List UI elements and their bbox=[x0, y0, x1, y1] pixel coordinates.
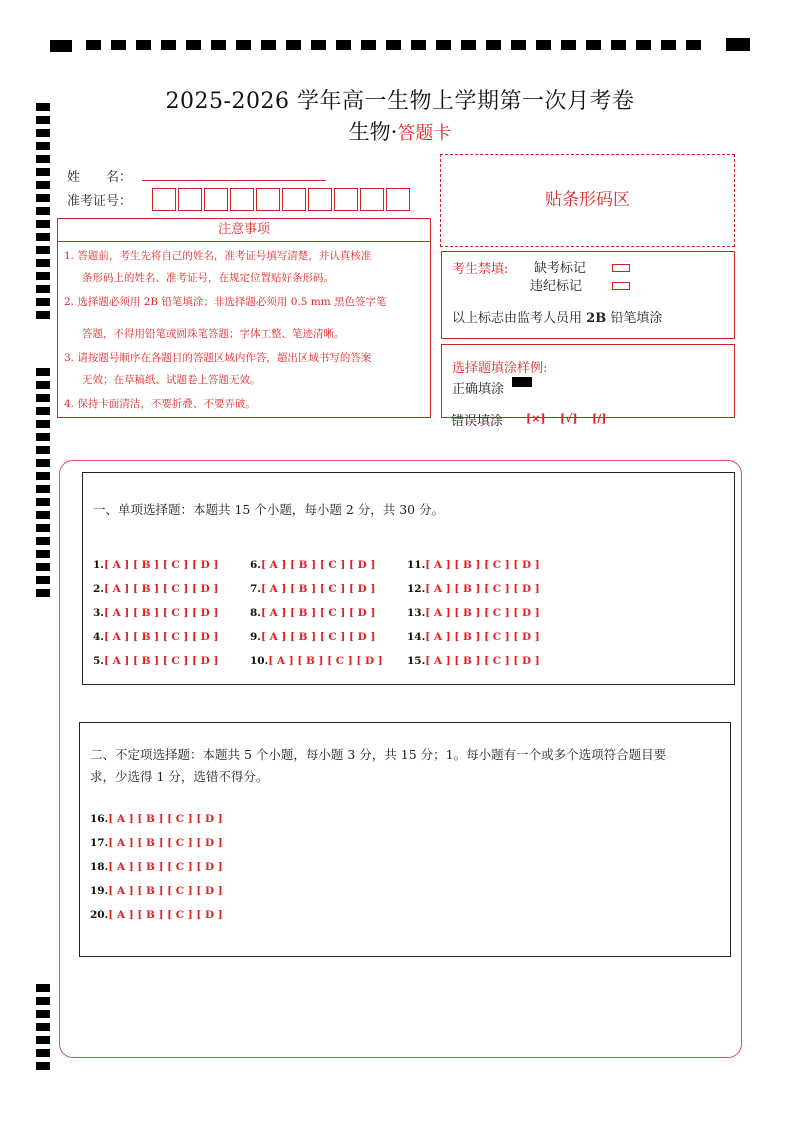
notice-item: 答题，不得用铅笔或圆珠笔答题；字体工整、笔迹清晰。 bbox=[82, 328, 345, 340]
question-row[interactable] bbox=[90, 837, 223, 861]
question-number: 15. bbox=[407, 655, 426, 667]
question-options[interactable]: [ A ] [ B ] [ C ] [ D ] bbox=[425, 607, 540, 619]
question-options[interactable]: [ A ] [ B ] [ C ] [ D ] bbox=[108, 885, 223, 897]
section1-col-2 bbox=[250, 559, 383, 679]
id-cell[interactable] bbox=[178, 188, 202, 211]
question-row[interactable] bbox=[407, 607, 540, 631]
section2-title-line1: 二、不定项选择题：本题共 5 个小题，每小题 3 分，共 15 分；1。每小题有一个或多个选项符合题目要 bbox=[90, 747, 667, 762]
question-options[interactable]: [ A ] [ B ] [ C ] [ D ] bbox=[425, 631, 540, 643]
id-cell[interactable] bbox=[204, 188, 228, 211]
question-options[interactable]: [ A ] [ B ] [ C ] [ D ] bbox=[268, 655, 383, 667]
id-cell[interactable] bbox=[152, 188, 176, 211]
barcode-label: 贴条形码区 bbox=[545, 190, 630, 210]
question-row[interactable] bbox=[90, 885, 223, 909]
question-number: 18. bbox=[90, 861, 109, 873]
question-options[interactable]: [ A ] [ B ] [ C ] [ D ] bbox=[260, 607, 376, 619]
id-cell[interactable] bbox=[256, 188, 280, 211]
id-cell[interactable] bbox=[282, 188, 306, 211]
question-number: 19. bbox=[90, 885, 109, 897]
subject-label: 生物· bbox=[348, 120, 398, 144]
question-row[interactable] bbox=[407, 559, 540, 583]
question-row[interactable] bbox=[93, 583, 218, 607]
section2-title-line2: 求，少选得 1 分，选错不得分。 bbox=[90, 769, 269, 784]
section1-col-3 bbox=[407, 559, 540, 679]
question-options[interactable]: [ A ] [ B ] [ C ] [ D ] bbox=[425, 583, 540, 595]
question-number: 7. bbox=[250, 583, 261, 595]
forbidden-label: 考生禁填: bbox=[452, 262, 509, 277]
notice-item: 1. 答题前，考生先将自己的姓名，准考证号填写清楚，并认真核准 bbox=[64, 250, 372, 262]
wrong-mark-slash: [/] bbox=[592, 412, 607, 425]
absent-label: 缺考标记 bbox=[534, 261, 587, 276]
question-number: 13. bbox=[407, 607, 426, 619]
question-number: 3. bbox=[93, 607, 104, 619]
correct-fill-sample bbox=[512, 377, 532, 387]
question-options[interactable]: [ A ] [ B ] [ C ] [ D ] bbox=[260, 583, 376, 595]
question-row[interactable] bbox=[93, 655, 218, 679]
section2-box bbox=[79, 722, 731, 957]
sample-box bbox=[441, 344, 735, 418]
question-options[interactable]: [ A ] [ B ] [ C ] [ D ] bbox=[425, 655, 540, 667]
notice-item: 2. 选择题必须用 2B 铅笔填涂；非选择题必须用 0.5 mm 黑色签字笔 bbox=[64, 296, 387, 308]
id-cell[interactable] bbox=[230, 188, 254, 211]
notice-box bbox=[57, 218, 431, 418]
id-label: 准考证号： bbox=[67, 194, 133, 209]
question-number: 9. bbox=[250, 631, 261, 643]
id-cell[interactable] bbox=[386, 188, 410, 211]
question-row[interactable] bbox=[407, 583, 540, 607]
barcode-area bbox=[440, 154, 735, 247]
question-number: 17. bbox=[90, 837, 109, 849]
notice-item: 4. 保持卡面清洁，不要折叠、不要弄破。 bbox=[64, 398, 256, 410]
question-number: 1. bbox=[93, 559, 104, 571]
question-options[interactable]: [ A ] [ B ] [ C ] [ D ] bbox=[260, 559, 376, 571]
note-bold: 2B bbox=[586, 311, 607, 326]
question-number: 5. bbox=[93, 655, 104, 667]
question-options[interactable]: [ A ] [ B ] [ C ] [ D ] bbox=[103, 559, 219, 571]
question-row[interactable] bbox=[250, 583, 383, 607]
name-label: 姓 名： bbox=[67, 170, 133, 185]
answer-card-label: 答题卡 bbox=[397, 123, 452, 144]
note-suffix: 铅笔填涂 bbox=[610, 311, 663, 326]
question-number: 14. bbox=[407, 631, 426, 643]
note-prefix: 以上标志由监考人员用 bbox=[452, 311, 583, 326]
notice-item: 3. 请按题号顺序在各题目的答题区域内作答，超出区域书写的答案 bbox=[64, 352, 372, 364]
id-cell[interactable] bbox=[334, 188, 358, 211]
question-options[interactable]: [ A ] [ B ] [ C ] [ D ] bbox=[108, 909, 223, 921]
id-cell[interactable] bbox=[308, 188, 332, 211]
question-number: 4. bbox=[93, 631, 104, 643]
forbidden-note bbox=[452, 307, 662, 326]
wrong-label: 错误填涂 bbox=[451, 414, 504, 429]
question-options[interactable]: [ A ] [ B ] [ C ] [ D ] bbox=[260, 631, 376, 643]
question-options[interactable]: [ A ] [ B ] [ C ] [ D ] bbox=[103, 583, 219, 595]
id-cell[interactable] bbox=[360, 188, 384, 211]
correct-label: 正确填涂 bbox=[452, 382, 505, 397]
question-row[interactable] bbox=[90, 909, 223, 933]
question-row[interactable] bbox=[407, 655, 540, 679]
question-row[interactable] bbox=[93, 607, 218, 631]
question-number: 11. bbox=[407, 559, 426, 571]
question-options[interactable]: [ A ] [ B ] [ C ] [ D ] bbox=[103, 631, 219, 643]
wrong-mark-x: [×] bbox=[526, 412, 546, 425]
question-number: 10. bbox=[250, 655, 269, 667]
question-options[interactable]: [ A ] [ B ] [ C ] [ D ] bbox=[108, 837, 223, 849]
name-field[interactable] bbox=[142, 180, 326, 181]
question-number: 2. bbox=[93, 583, 104, 595]
forbidden-box bbox=[441, 251, 735, 339]
question-options[interactable]: [ A ] [ B ] [ C ] [ D ] bbox=[108, 861, 223, 873]
question-number: 16. bbox=[90, 813, 109, 825]
question-row[interactable] bbox=[90, 813, 223, 837]
absent-checkbox[interactable] bbox=[612, 264, 630, 272]
section1-col-1 bbox=[93, 559, 218, 679]
question-row[interactable] bbox=[250, 631, 383, 655]
question-row[interactable] bbox=[93, 631, 218, 655]
exam-title: 2025-2026 学年高一生物上学期第一次月考卷 bbox=[165, 89, 635, 114]
question-row[interactable] bbox=[93, 559, 218, 583]
section1-title: 一、单项选择题：本题共 15 个小题，每小题 2 分，共 30 分。 bbox=[93, 502, 445, 517]
exam-subtitle bbox=[0, 116, 800, 146]
question-row[interactable] bbox=[250, 559, 383, 583]
question-options[interactable]: [ A ] [ B ] [ C ] [ D ] bbox=[103, 607, 219, 619]
question-number: 6. bbox=[250, 559, 261, 571]
question-row[interactable] bbox=[250, 607, 383, 631]
question-options[interactable]: [ A ] [ B ] [ C ] [ D ] bbox=[103, 655, 219, 667]
violation-label: 违纪标记 bbox=[530, 279, 583, 294]
question-row[interactable] bbox=[250, 655, 383, 679]
id-digit-grid[interactable] bbox=[152, 188, 412, 211]
wrong-mark-check: [√] bbox=[560, 412, 578, 425]
question-row[interactable] bbox=[407, 631, 540, 655]
question-number: 20. bbox=[90, 909, 109, 921]
question-row[interactable] bbox=[90, 861, 223, 885]
notice-item: 无效；在草稿纸、试题卷上答题无效。 bbox=[82, 374, 261, 386]
sample-title: 选择题填涂样例: bbox=[452, 361, 548, 376]
section2-questions bbox=[90, 813, 223, 933]
question-options[interactable]: [ A ] [ B ] [ C ] [ D ] bbox=[108, 813, 223, 825]
question-options[interactable]: [ A ] [ B ] [ C ] [ D ] bbox=[425, 559, 540, 571]
notice-item: 条形码上的姓名、准考证号，在规定位置贴好条形码。 bbox=[82, 272, 334, 284]
question-number: 8. bbox=[250, 607, 261, 619]
question-number: 12. bbox=[407, 583, 426, 595]
notice-title: 注意事项 bbox=[57, 218, 431, 242]
violation-checkbox[interactable] bbox=[612, 282, 630, 290]
section1-box bbox=[82, 472, 735, 685]
